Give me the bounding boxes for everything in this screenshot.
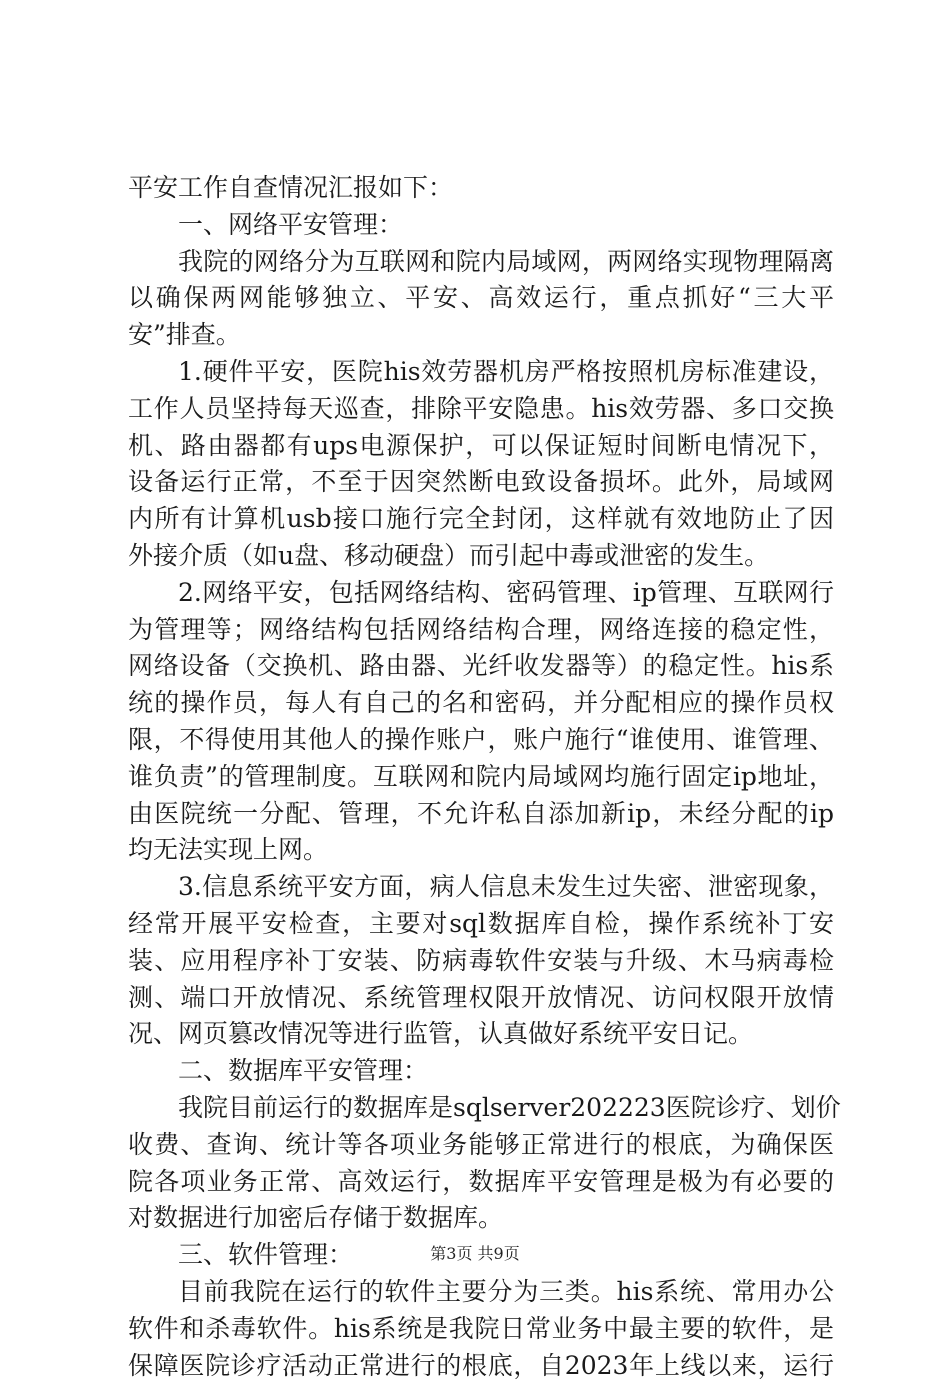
text-line: 统的操作员，每人有自己的名和密码，并分配相应的操作员权 [128, 685, 834, 722]
text-line: 1.硬件平安，医院his效劳器机房严格按照机房标准建设， [128, 354, 834, 391]
text-line: 平安工作自查情况汇报如下： [128, 170, 834, 207]
text-line: 为管理等；网络结构包括网络结构合理，网络连接的稳定性， [128, 612, 834, 649]
text-line: 3.信息系统平安方面，病人信息未发生过失密、泄密现象， [128, 869, 834, 906]
text-line: 工作人员坚持每天巡查，排除平安隐患。his效劳器、多口交换 [128, 391, 834, 428]
text-line: 装、应用程序补丁安装、防病毒软件安装与升级、木马病毒检 [128, 943, 834, 980]
text-line: 经常开展平安检查，主要对sql数据库自检，操作系统补丁安 [128, 906, 834, 943]
text-line: 限，不得使用其他人的操作账户，账户施行“谁使用、谁管理、 [128, 722, 834, 759]
text-line: 一、网络平安管理： [128, 207, 834, 244]
text-line: 设备运行正常，不至于因突然断电致设备损坏。此外，局域网 [128, 464, 834, 501]
text-line: 机、路由器都有ups电源保护，可以保证短时间断电情况下， [128, 428, 834, 465]
text-line: 网络设备（交换机、路由器、光纤收发器等）的稳定性。his系 [128, 648, 834, 685]
page-footer: 第3页 共9页 [0, 1242, 950, 1266]
text-line: 况、网页篡改情况等进行监管，认真做好系统平安日记。 [128, 1016, 834, 1053]
text-line: 软件和杀毒软件。his系统是我院日常业务中最主要的软件，是 [128, 1311, 834, 1348]
text-line: 均无法实现上网。 [128, 832, 834, 869]
text-line: 我院目前运行的数据库是sqlserver202223医院诊疗、划价 [128, 1090, 834, 1127]
text-line: 收费、查询、统计等各项业务能够正常进行的根底，为确保医 [128, 1127, 834, 1164]
text-line: 内所有计算机usb接口施行完全封闭，这样就有效地防止了因 [128, 501, 834, 538]
text-line: 我院的网络分为互联网和院内局域网，两网络实现物理隔离 [128, 244, 834, 281]
text-line: 测、端口开放情况、系统管理权限开放情况、访问权限开放情 [128, 980, 834, 1017]
text-line: 院各项业务正常、高效运行，数据库平安管理是极为有必要的 [128, 1164, 834, 1201]
text-line: 三、软件管理： [128, 1237, 834, 1274]
text-line: 对数据进行加密后存储于数据库。 [128, 1200, 834, 1237]
text-line: 以确保两网能够独立、平安、高效运行，重点抓好“三大平 [128, 280, 834, 317]
text-line: 保障医院诊疗活动正常进行的根底，自2023年上线以来，运行 [128, 1348, 834, 1384]
text-line: 外接介质（如u盘、移动硬盘）而引起中毒或泄密的发生。 [128, 538, 834, 575]
text-line: 谁负责”的管理制度。互联网和院内局域网均施行固定ip地址， [128, 759, 834, 796]
text-line: 安”排查。 [128, 317, 834, 354]
text-line: 由医院统一分配、管理，不允许私自添加新ip，未经分配的ip [128, 796, 834, 833]
document-body [128, 170, 834, 1384]
text-line: 2.网络平安，包括网络结构、密码管理、ip管理、互联网行 [128, 575, 834, 612]
text-line: 目前我院在运行的软件主要分为三类。his系统、常用办公 [128, 1274, 834, 1311]
text-line: 二、数据库平安管理： [128, 1053, 834, 1090]
